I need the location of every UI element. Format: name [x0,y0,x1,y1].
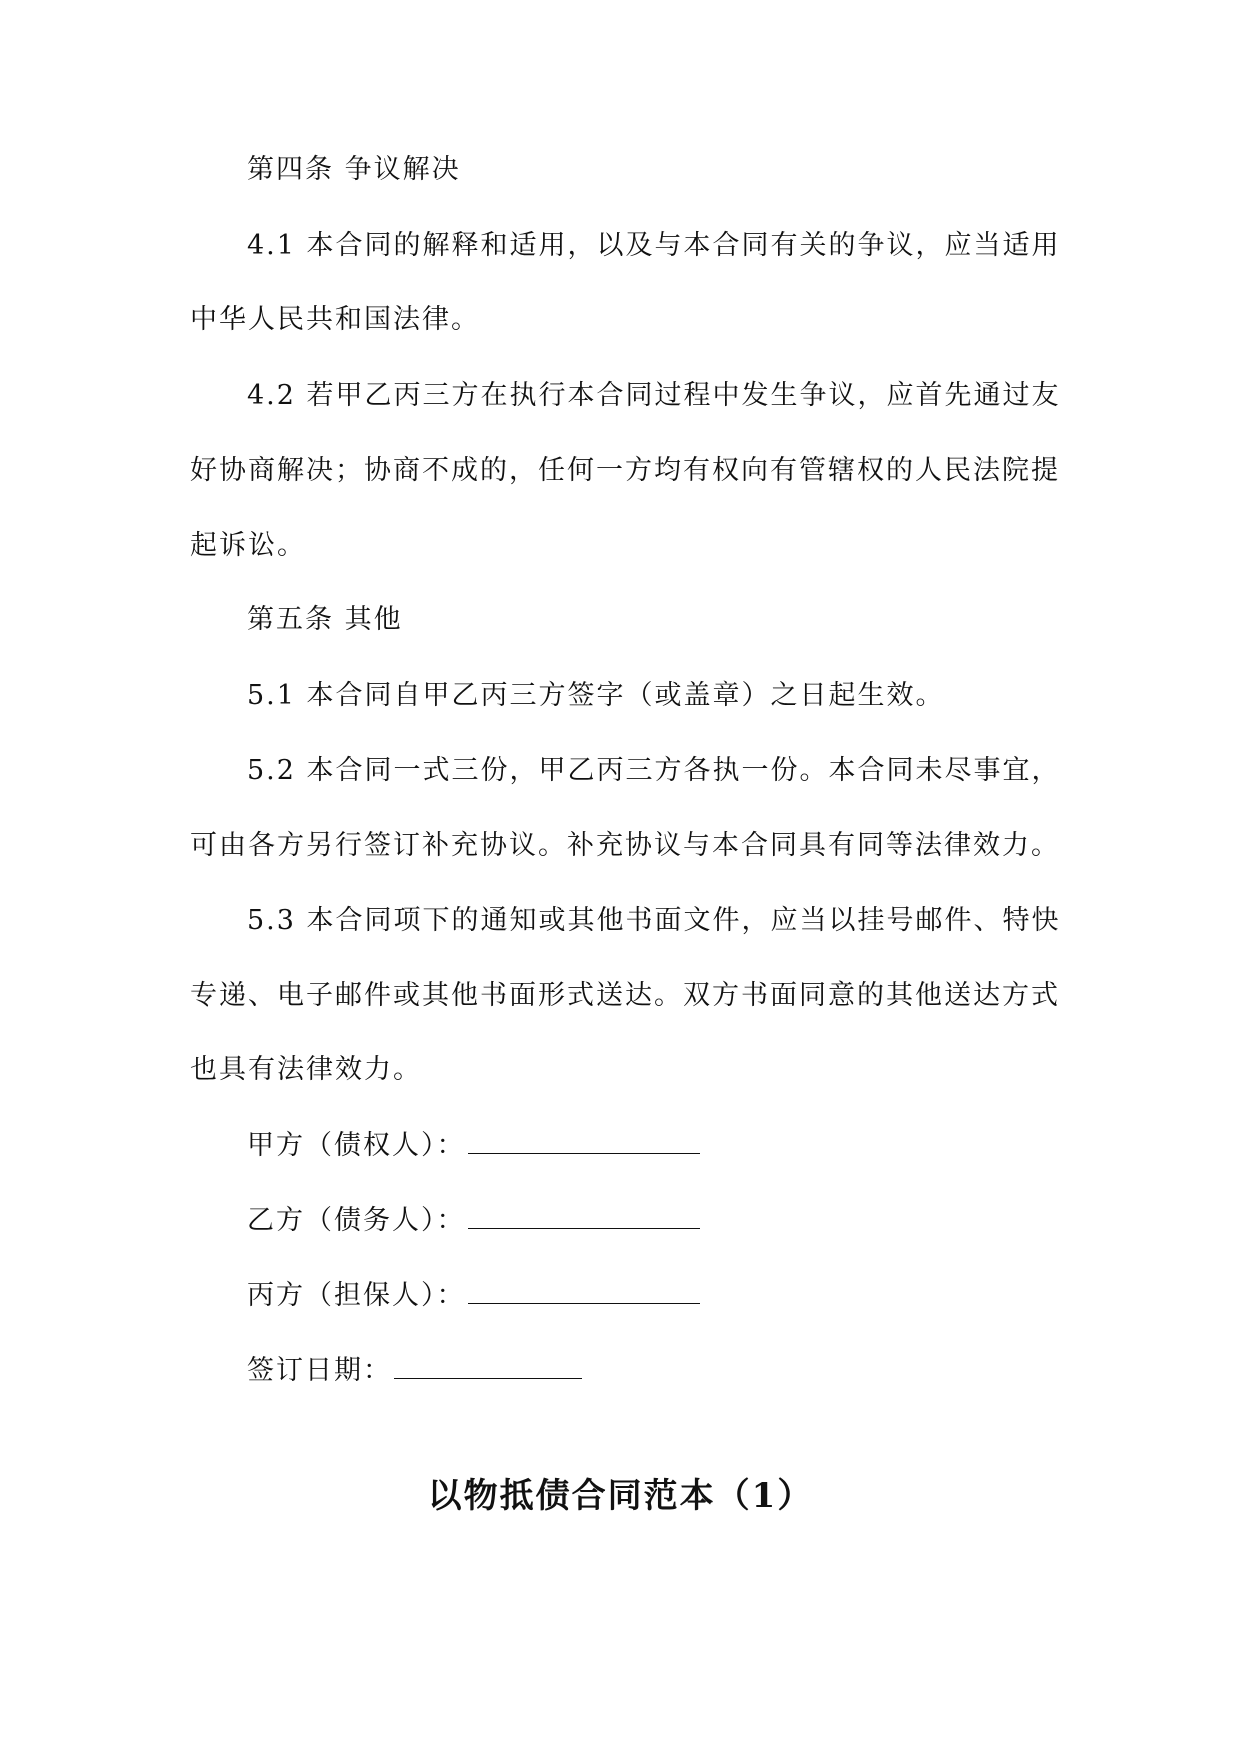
section-heading-5: 第五条 其他 [247,604,403,635]
signing-date [247,1351,582,1391]
clause-5-3-line-1: 5.3 本合同项下的通知或其他书面文件，应当以挂号邮件、特快 [247,905,1061,936]
clause-4-1-line-1: 4.1 本合同的解释和适用，以及与本合同有关的争议，应当适用 [247,230,1061,261]
signing-date-blank [394,1352,582,1379]
signature-party-b-label: 乙方（债务人）： [247,1205,466,1236]
clause-5-3-line-2: 专递、电子邮件或其他书面形式送达。双方书面同意的其他送达方式 [190,980,1060,1011]
signature-party-c-label: 丙方（担保人）： [247,1280,466,1311]
signing-date-label: 签订日期： [247,1355,392,1386]
signature-party-a-label: 甲方（债权人）： [247,1130,466,1161]
clause-4-2-line-1: 4.2 若甲乙丙三方在执行本合同过程中发生争议，应首先通过友 [247,380,1061,411]
signature-party-b-blank [468,1202,700,1229]
signature-party-c-blank [468,1277,700,1304]
signature-party-c [247,1276,700,1316]
signature-party-b [247,1201,700,1241]
clause-4-2-line-3: 起诉讼。 [190,530,306,561]
clause-5-2-line-2: 可由各方另行签订补充协议。补充协议与本合同具有同等法律效力。 [190,830,1060,861]
clause-5-2-line-1: 5.2 本合同一式三份，甲乙丙三方各执一份。本合同未尽事宜， [247,755,1061,786]
signature-party-a [247,1126,700,1166]
clause-5-3-line-3: 也具有法律效力。 [190,1054,422,1085]
clause-4-1-line-2: 中华人民共和国法律。 [190,304,480,335]
clause-4-2-line-2: 好协商解决；协商不成的，任何一方均有权向有管辖权的人民法院提 [190,455,1060,486]
next-document-title: 以物抵债合同范本（1） [427,1476,814,1516]
clause-5-1: 5.1 本合同自甲乙丙三方签字（或盖章）之日起生效。 [247,680,945,711]
section-heading-4: 第四条 争议解决 [247,154,461,185]
signature-party-a-blank [468,1127,700,1154]
